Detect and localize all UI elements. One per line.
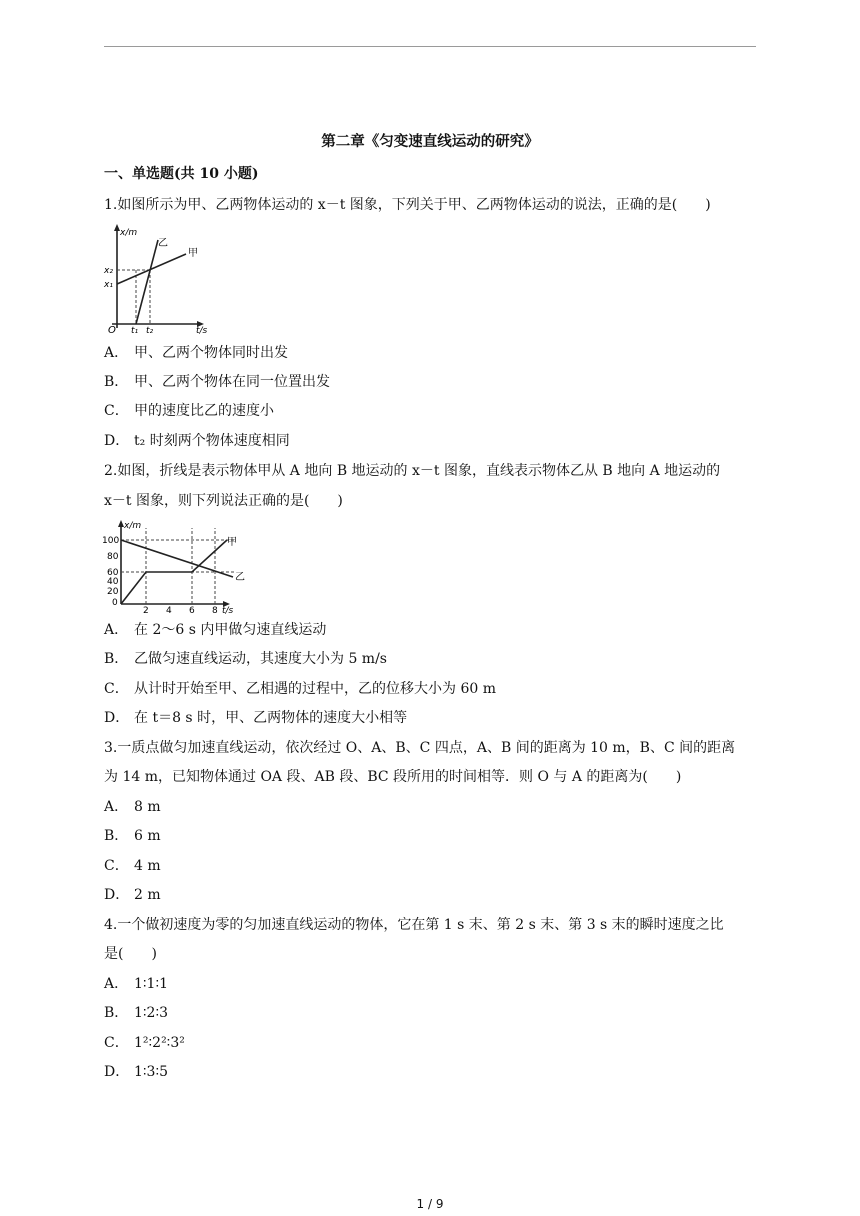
option-text: 1∶2∶3	[134, 1005, 169, 1021]
option-key: A．	[104, 622, 129, 638]
option-text: 甲、乙两个物体同时出发	[134, 345, 288, 361]
q3-option-d	[104, 885, 161, 905]
option-text: 8 m	[134, 799, 161, 815]
q2-xtick-8: 8	[212, 606, 218, 614]
q1-series-yi-label: 乙	[158, 238, 168, 249]
option-key: C．	[104, 858, 129, 874]
q2-ytick-80: 80	[107, 552, 119, 562]
question-4-stem-line-2: 是( )	[104, 946, 157, 962]
option-key: A．	[104, 976, 129, 992]
question-4-stem-line-1: 4.一个做初速度为零的匀加速直线运动的物体，它在第 1 s 末、第 2 s 末、第 3 s 末的瞬时速度之比	[104, 917, 724, 933]
q2-ytick-0: 0	[112, 598, 118, 608]
q1-origin-label: O	[108, 325, 116, 334]
q2-series-yi-label: 乙	[235, 572, 245, 583]
option-key: D．	[104, 887, 130, 903]
q2-xtick-6: 6	[189, 606, 195, 614]
q1-series-yi-line	[136, 240, 158, 324]
q1-option-d	[104, 431, 290, 451]
option-text: 1∶1∶1	[134, 976, 169, 992]
option-key: D．	[104, 1064, 130, 1080]
q3-option-a	[104, 797, 161, 817]
option-text: 甲、乙两个物体在同一位置出发	[134, 374, 330, 390]
q2-option-b	[104, 649, 387, 669]
option-text: 6 m	[134, 828, 161, 844]
q1-option-a	[104, 343, 288, 363]
q1-xlabel: t/s	[196, 326, 208, 334]
option-text: 2 m	[134, 887, 161, 903]
option-key: D．	[104, 433, 130, 449]
option-text: 从计时开始至甲、乙相遇的过程中，乙的位移大小为 60 m	[134, 681, 496, 697]
q2-option-a	[104, 620, 326, 640]
q2-xlabel: t/s	[222, 606, 234, 614]
option-key: C．	[104, 681, 129, 697]
option-key: B．	[104, 828, 129, 844]
q2-ytick-60: 60	[107, 568, 119, 578]
q4-option-b	[104, 1003, 168, 1023]
option-text: 乙做匀速直线运动，其速度大小为 5 m/s	[134, 651, 387, 667]
q1-series-jia-line	[117, 254, 186, 284]
q1-option-b	[104, 372, 330, 392]
option-text: 1²∶2²∶3²	[134, 1035, 185, 1051]
option-key: B．	[104, 1005, 129, 1021]
option-text: 4 m	[134, 858, 161, 874]
q2-option-c	[104, 679, 496, 699]
q2-ylabel: x/m	[124, 521, 142, 531]
q4-option-d	[104, 1062, 168, 1082]
q4-option-a	[104, 974, 168, 994]
q1-xtick-t2: t₂	[146, 326, 154, 334]
option-key: D．	[104, 710, 130, 726]
q2-ytick-100: 100	[102, 536, 120, 546]
q1-ytick-x1: x₁	[104, 280, 113, 290]
q2-xtick-4: 4	[166, 606, 172, 614]
q2-xtick-2: 2	[143, 606, 149, 614]
q1-series-jia-label: 甲	[188, 248, 198, 259]
option-key: B．	[104, 651, 129, 667]
option-key: A．	[104, 345, 129, 361]
header-rule	[104, 46, 756, 47]
option-key: B．	[104, 374, 129, 390]
q1-ytick-x2: x₂	[104, 266, 113, 276]
q1-option-c	[104, 401, 274, 421]
option-key: C．	[104, 403, 129, 419]
q3-option-c	[104, 856, 161, 876]
q1-xtick-t1: t₁	[131, 326, 139, 334]
question-1-stem: 1.如图所示为甲、乙两物体运动的 x－t 图象，下列关于甲、乙两物体运动的说法，正确的是( )	[104, 197, 711, 213]
document-title: 第二章《匀变速直线运动的研究》	[321, 133, 539, 150]
section-heading: 一、单选题(共 10 小题)	[104, 166, 259, 182]
option-text: 在 2～6 s 内甲做匀速直线运动	[134, 622, 327, 638]
question-3-stem-line-2: 为 14 m，已知物体通过 OA 段、AB 段、BC 段所用的时间相等．则 O 与 A 的距离为( )	[104, 769, 682, 785]
option-text: 1∶3∶5	[134, 1064, 169, 1080]
q4-option-c	[104, 1033, 185, 1053]
q2-ytick-40: 40	[107, 577, 119, 587]
q2-series-jia-label: 甲	[227, 537, 237, 548]
question-1-figure	[100, 222, 220, 338]
q1-ylabel: x/m	[120, 228, 138, 238]
question-2-stem-line-1: 2.如图，折线是表示物体甲从 A 地向 B 地运动的 x－t 图象，直线表示物体乙从 B 地向 A 地运动的	[104, 463, 721, 479]
q2-option-d	[104, 708, 407, 728]
option-key: A．	[104, 799, 129, 815]
question-2-figure	[100, 518, 250, 618]
option-key: C．	[104, 1035, 129, 1051]
q3-option-b	[104, 826, 161, 846]
option-text: 甲的速度比乙的速度小	[134, 403, 274, 419]
question-2-stem-line-2: x－t 图象，则下列说法正确的是( )	[104, 493, 343, 509]
option-text: 在 t＝8 s 时，甲、乙两物体的速度大小相等	[134, 710, 408, 726]
page-number: 1 / 9	[416, 1197, 444, 1211]
option-text: t₂ 时刻两个物体速度相同	[134, 433, 290, 449]
q2-ytick-20: 20	[107, 587, 119, 597]
question-3-stem-line-1: 3.一质点做匀加速直线运动，依次经过 O、A、B、C 四点，A、B 间的距离为 10 m，B、C 间的距离	[104, 740, 736, 756]
